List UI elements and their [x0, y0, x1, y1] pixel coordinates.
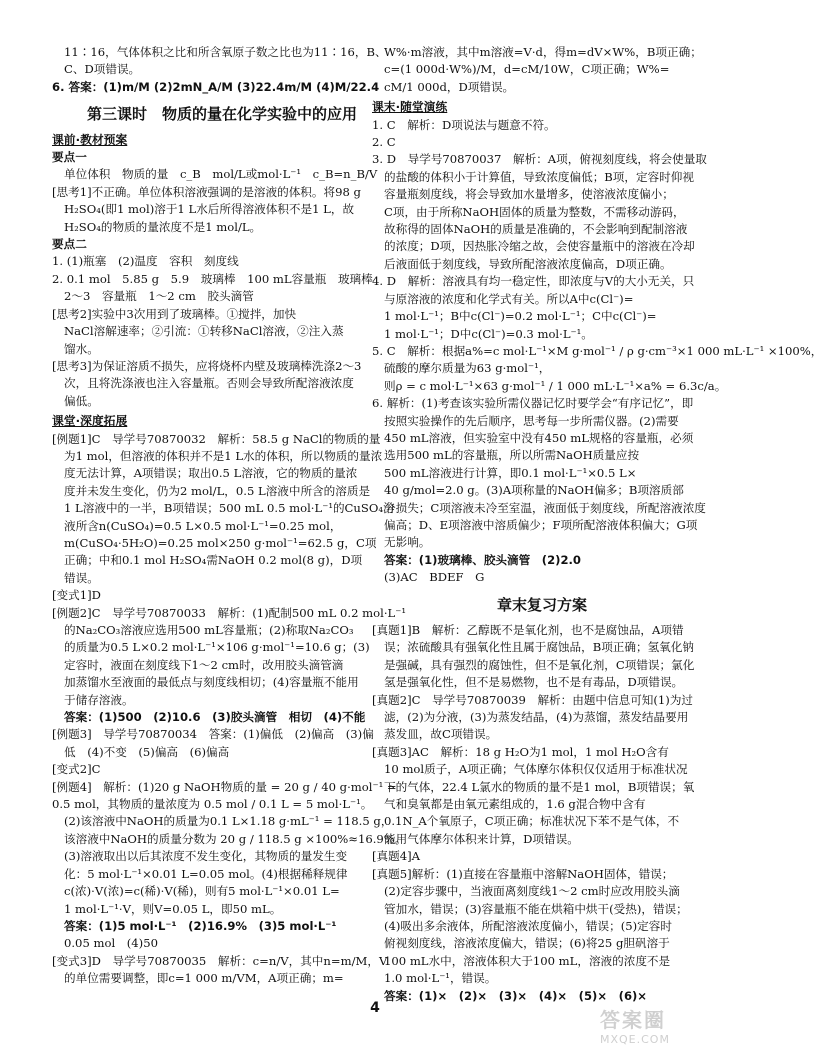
text-line: 的质量为0.5 L×0.2 mol·L⁻¹×106 g·mol⁻¹=10.6 g；(3): [64, 640, 370, 655]
text-line: NaCl溶解速率；②引流：①转移NaCl溶液，②注入蒸: [64, 324, 344, 339]
text-line: 蒸发皿，故C项错误。: [384, 727, 498, 742]
text-line: 度并未发生变化，仍为2 mol/L，0.5 L溶液中所含的溶质是: [64, 483, 371, 498]
text-line: 定容时，液面在刻度线下1～2 cm时，改用胶头滴管滴: [64, 657, 344, 672]
text-line: 错误。: [64, 570, 99, 585]
text-line: 的单位需要调整，即c=1 000 m/VM，A项正确；m=: [64, 971, 344, 986]
text-line: 1. (1)瓶塞 (2)温度 容积 刻度线: [52, 254, 239, 269]
text-line: 分损失；C项溶液未冷至室温，液面低于刻度线，所配溶液浓度: [384, 500, 706, 515]
text-line: (4)吸出多余液体，所配溶液浓度偏小，错误；(5)定容时: [384, 918, 672, 933]
answer-line: 6. 答案：(1)m/M (2)2mN_A/M (3)22.4m/M (4)M/22.4: [52, 79, 380, 94]
sub-heading: 要点二: [52, 237, 87, 252]
text-line: 故称得的固体NaOH的质量是准确的，不会影响到配制溶液: [384, 222, 688, 237]
text-line: 后液面低于刻度线，导致所配溶液浓度偏高，D项正确。: [384, 256, 672, 271]
text-line: 2. 0.1 mol 5.85 g 5.9 玻璃棒 100 mL容量瓶 玻璃棒: [52, 271, 373, 286]
text-line: 1 mol·L⁻¹；D中c(Cl⁻)=0.3 mol·L⁻¹。: [384, 326, 593, 341]
text-line: 500 mL溶液进行计算，即0.1 mol·L⁻¹×0.5 L×: [384, 465, 637, 480]
text-line: 偏低。: [64, 393, 99, 408]
text-line: [真题2]C 导学号70870039 解析：由题中信息可知(1)为过: [372, 692, 694, 707]
text-line: H₂SO₄(即1 mol)溶于1 L水后所得溶液体积不是1 L，故: [64, 202, 355, 217]
text-line: 1. C 解析：D项说法与题意不符。: [372, 117, 556, 132]
text-line: 则ρ = c mol·L⁻¹×63 g·mol⁻¹ / 1 000 mL·L⁻¹×a% = 6.3c/a。: [384, 378, 727, 393]
text-line: 馏水。: [64, 341, 99, 356]
text-line: [例题4] 解析：(1)20 g NaOH物质的量 = 20 g / 40 g·mol⁻¹ =: [52, 779, 397, 794]
text-line: 硫酸的摩尔质量为63 g·mol⁻¹，: [384, 361, 551, 376]
text-line: [真题3]AC 解析：18 g H₂O为1 mol，1 mol H₂O含有: [372, 744, 669, 759]
text-line: [真题4]A: [372, 849, 420, 864]
section-heading: 课末·随堂演练: [372, 100, 448, 115]
text-line: 正确；中和0.1 mol H₂SO₄需NaOH 0.2 mol(8 g)，D项: [64, 553, 363, 568]
text-line: 管加水，错误；(3)容量瓶不能在烘箱中烘干(受热)，错误；: [384, 901, 688, 916]
text-line: 为1 mol，但溶液的体积并不是1 L水的体积，所以物质的量浓: [64, 448, 383, 463]
text-line: 11∶16，气体体积之比和所含氧原子数之比也为11∶16，B、: [64, 45, 387, 59]
text-line: 的Na₂CO₃溶液应选用500 mL容量瓶；(2)称取Na₂CO₃: [64, 623, 354, 637]
text-line: 次，且将洗涤液也注入容量瓶。否则会导致所配溶液浓度: [64, 376, 354, 391]
text-line: 该溶液中NaOH的质量分数为 20 g / 118.5 g ×100%≈16.9%。: [64, 831, 407, 846]
text-line: 2. C: [372, 135, 396, 150]
text-line: 40 g/mol=2.0 g。(3)A项称量的NaOH偏多；B项溶质部: [384, 483, 684, 498]
text-line: [例题3] 导学号70870034 答案：(1)偏低 (2)偏高 (3)偏: [52, 727, 374, 742]
text-line: 偏高；D、E项溶液中溶质偏少；F项所配溶液体积偏大；G项: [384, 517, 698, 532]
answer-line: 答案：(1)× (2)× (3)× (4)× (5)× (6)×: [384, 988, 648, 1003]
text-line: 俯视刻度线，溶液浓度偏大，错误；(6)将25 g胆矾溶于: [384, 936, 670, 951]
sub-heading: 要点一: [52, 150, 87, 165]
text-line: 按照实验操作的先后顺序，思考每一步所需仪器。(2)需要: [384, 413, 679, 428]
text-line: [真题5]解析：(1)直接在容量瓶中溶解NaOH固体，错误；: [372, 866, 674, 881]
text-line: 容量瓶刻度线，将会导致加水量增多，使溶液浓度偏小；: [384, 187, 674, 202]
text-line: W%·m溶液，其中m溶液=V·d，得m=dV×W%，B项正确；: [384, 45, 702, 59]
text-line: H₂SO₄的物质的量浓度不是1 mol/L。: [64, 219, 262, 234]
lesson-title: 第三课时 物质的量在化学实验中的应用: [86, 105, 357, 124]
text-line: 的浓度；D项，因热胀冷缩之故，会使容量瓶中的溶液在冷却: [384, 239, 695, 254]
text-line: 0.05 mol (4)50: [64, 936, 158, 951]
section-heading: 课堂·深度拓展: [52, 414, 128, 429]
text-line: 加蒸馏水至液面的最低点与刻度线相切；(4)容量瓶不能用: [64, 675, 359, 690]
text-line: (2)该溶液中NaOH的质量为0.1 L×1.18 g·mL⁻¹ = 118.5 g，: [64, 814, 393, 829]
text-line: 选用500 mL的容量瓶，所以所需NaOH质量应按: [384, 448, 640, 463]
text-line: 1 mol·L⁻¹；B中c(Cl⁻)=0.2 mol·L⁻¹；C中c(Cl⁻)=: [384, 309, 657, 324]
answer-line: 答案：(1)玻璃棒、胶头滴管 (2)2.0: [384, 552, 581, 567]
text-line: [例题2]C 导学号70870033 解析：(1)配制500 mL 0.2 mol·L⁻¹: [52, 605, 407, 620]
text-line: 单位体积 物质的量 c_B mol/L或mol·L⁻¹ c_B=n_B/V: [64, 167, 378, 182]
text-line: 1.0 mol·L⁻¹，错误。: [384, 971, 497, 986]
text-line: [思考1]不正确。单位体积溶液强调的是溶液的体积。将98 g: [52, 184, 361, 199]
text-line: 2～3 容量瓶 1～2 cm 胶头滴管: [64, 289, 254, 304]
text-line: 4. D 解析：溶液具有均一稳定性，即浓度与V的大小无关，只: [372, 274, 695, 289]
text-line: (2)定容步骤中，当液面离刻度线1～2 cm时应改用胶头滴: [384, 884, 680, 899]
answer-line: 答案：(1)500 (2)10.6 (3)胶头滴管 相切 (4)不能: [64, 710, 366, 725]
answer-line: 答案：(1)5 mol·L⁻¹ (2)16.9% (3)5 mol·L⁻¹: [64, 918, 337, 933]
text-line: c=(1 000d·W%)/M，d=cM/10W，C项正确；W%=: [384, 62, 670, 77]
text-line: 能用气体摩尔体积来计算，D项错误。: [384, 831, 579, 846]
text-line: 与原溶液的浓度和化学式有关。所以A中c(Cl⁻)=: [384, 291, 634, 306]
text-line: 450 mL溶液，但实验室中没有450 mL规格的容量瓶，必须: [384, 430, 694, 445]
text-line: 是强碱，具有强烈的腐蚀性，但不是氧化剂，C项错误；氯化: [384, 657, 695, 672]
text-line: 0.1N_A个氧原子，C项正确；标准状况下苯不是气体，不: [384, 814, 680, 829]
text-line: 0.5 mol，其物质的量浓度为 0.5 mol / 0.1 L = 5 mol·L⁻¹。: [52, 797, 373, 812]
text-line: 低 (4)不变 (5)偏高 (6)偏高: [64, 744, 230, 759]
watermark-logo: [600, 1004, 745, 1046]
text-line: (3)溶液取出以后其浓度不发生变化，其物质的量发生变: [64, 849, 348, 864]
text-line: C、D项错误。: [64, 62, 141, 77]
text-line: [思考2]实验中3次用到了玻璃棒。①搅拌，加快: [52, 306, 297, 321]
text-line: 滤，(2)为分液，(3)为蒸发结晶，(4)为蒸馏，蒸发结晶要用: [384, 710, 689, 725]
text-line: 液所含n(CuSO₄)=0.5 L×0.5 mol·L⁻¹=0.25 mol，: [64, 518, 342, 533]
watermark-url: MXQE.COM: [600, 1033, 670, 1046]
text-line: [思考3]为保证溶质不损失，应将烧杯内壁及玻璃棒洗涤2～3: [52, 358, 362, 373]
text-line: [例题1]C 导学号70870032 解析：58.5 g NaCl的物质的量: [52, 431, 381, 446]
text-line: (3)AC BDEF G: [384, 570, 485, 585]
text-line: 3. D 导学号70870037 解析：A项，俯视刻度线，将会使量取: [372, 152, 707, 167]
page-number: 4: [370, 1000, 380, 1016]
text-line: cM/1 000d，D项错误。: [384, 79, 515, 94]
text-line: 气和臭氧都是由氧元素组成的，1.6 g混合物中含有: [384, 797, 646, 812]
text-line: [变式2]C: [52, 762, 101, 777]
text-line: 氢是强氧化性，但不是易燃物，也不是有毒品，D项错误。: [384, 675, 684, 690]
text-line: 1 mol·L⁻¹·V，则V=0.05 L，即50 mL。: [64, 901, 282, 916]
text-line: 1 L溶液中的一半，B项错误；500 mL 0.5 mol·L⁻¹的CuSO₄溶: [64, 501, 395, 516]
text-line: 于储存溶液。: [64, 692, 134, 707]
text-line: 100 mL水中，溶液体积大于100 mL，溶液的浓度不是: [384, 953, 671, 968]
text-line: [真题1]B 解析：乙醇既不是氧化剂，也不是腐蚀品，A项错: [372, 623, 684, 637]
text-line: [变式1]D: [52, 588, 101, 603]
right-column: [372, 44, 822, 1005]
watermark-text: 答案圈: [600, 1008, 666, 1032]
text-line: [变式3]D 导学号70870035 解析：c=n/V，其中n=m/M，V: [52, 953, 388, 968]
text-line: 6. 解析：(1)考查该实验所需仪器记忆时要学会“有序记忆”，即: [372, 396, 694, 411]
text-line: m(CuSO₄·5H₂O)=0.25 mol×250 g·mol⁻¹=62.5 g，C项: [64, 535, 377, 550]
section-heading: 课前·教材预案: [52, 132, 128, 147]
text-line: 化：5 mol·L⁻¹×0.01 L=0.05 mol。(4)根据稀释规律: [64, 866, 348, 881]
text-line: 度无法计算，A项错误；取出0.5 L溶液，它的物质的量浓: [64, 466, 358, 481]
text-line: c(浓)·V(浓)=c(稀)·V(稀)，则有5 mol·L⁻¹×0.01 L=: [64, 884, 340, 899]
chapter-review-title: 章末复习方案: [496, 595, 587, 614]
text-line: 无影响。: [384, 535, 431, 550]
text-line: 10 mol质子，A项正确；气体摩尔体积仅仅适用于标准状况: [384, 762, 688, 777]
text-line: 误；浓硫酸具有强氧化性且属于腐蚀品，B项正确；氢氧化钠: [384, 640, 694, 655]
text-line: 5. C 解析：根据a%=c mol·L⁻¹×M g·mol⁻¹ / ρ g·cm⁻³×1 000 mL·L⁻¹ ×100%，: [372, 343, 822, 358]
text-line: 下的气体，22.4 L氯水的物质的量不是1 mol，B项错误；氧: [384, 779, 695, 794]
text-line: C项，由于所称NaOH固体的质量为整数，不需移动游码，: [384, 204, 685, 219]
text-line: 的盐酸的体积小于计算值，导致浓度偏低；B项，定容时仰视: [384, 169, 694, 184]
